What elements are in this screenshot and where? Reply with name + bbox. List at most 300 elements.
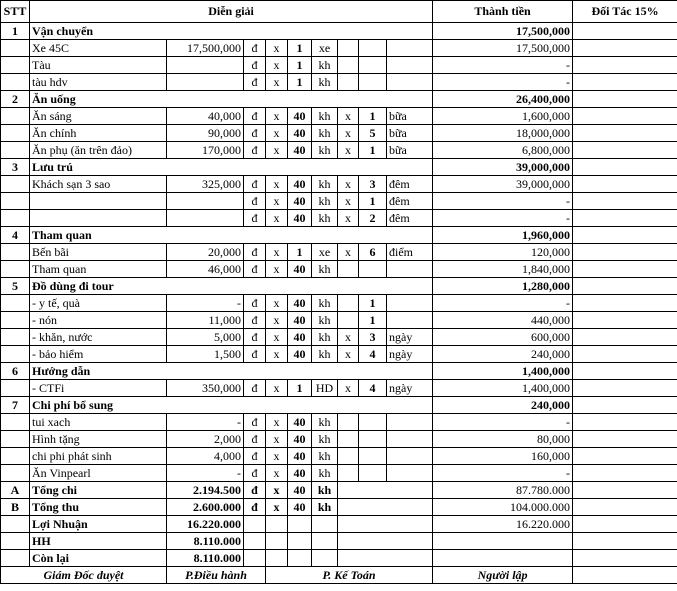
item-unit-price: 4,000 [167,448,244,465]
item-unit-2 [387,431,433,448]
item-unit-2: bữa [387,142,433,159]
partner-cell [573,363,677,380]
item-name: - bảo hiểm [30,346,167,363]
section-number: 1 [1,23,30,40]
item-name [30,210,167,227]
item-quantity: 40 [288,176,312,193]
item-currency: đ [244,380,266,397]
item-amount: 80,000 [433,431,573,448]
summary-row [1,533,677,550]
item-quantity: 40 [288,346,312,363]
item-currency: đ [244,57,266,74]
item-times-sign: x [266,346,288,363]
item-unit-2 [387,261,433,278]
summary-amount: 87.780.000 [433,482,573,499]
item-multiplier: 3 [359,329,387,346]
item-currency: đ [244,346,266,363]
summary-times-sign: x [266,499,288,516]
partner-cell [573,346,677,363]
item-quantity: 40 [288,414,312,431]
item-row [1,295,677,312]
summary-amount [433,533,573,550]
item-times-sign: x [266,431,288,448]
section-total: 1,960,000 [433,227,573,244]
item-row [1,57,677,74]
item-amount: 18,000,000 [433,125,573,142]
summary-quantity [288,550,312,567]
item-unit: kh [312,193,338,210]
item-times-sign-2: x [338,380,359,397]
partner-cell [573,329,677,346]
item-times-sign: x [266,261,288,278]
section-title: Ăn uống [30,91,433,108]
item-times-sign-2: x [338,210,359,227]
item-amount: 1,400,000 [433,380,573,397]
item-currency: đ [244,74,266,91]
signature-preparer: Người lập [433,567,573,584]
item-row [1,244,677,261]
summary-label: B [1,499,30,516]
item-name: - khăn, nước [30,329,167,346]
item-row [1,448,677,465]
item-unit-price [167,210,244,227]
summary-amount [433,550,573,567]
item-multiplier: 5 [359,125,387,142]
item-unit: kh [312,329,338,346]
item-quantity: 1 [288,380,312,397]
section-total: 17,500,000 [433,23,573,40]
stt-cell [1,142,30,159]
partner-cell [573,227,677,244]
item-currency: đ [244,193,266,210]
summary-name: Tổng thu [30,499,167,516]
item-quantity: 40 [288,312,312,329]
summary-spacer [338,516,433,533]
item-unit-2: ngày [387,346,433,363]
item-currency: đ [244,244,266,261]
section-total: 1,280,000 [433,278,573,295]
item-unit-price: 325,000 [167,176,244,193]
item-quantity: 1 [288,74,312,91]
item-times-sign: x [266,380,288,397]
item-multiplier [359,74,387,91]
section-title: Hướng dẫn [30,363,433,380]
summary-unit: kh [312,482,338,499]
item-times-sign: x [266,312,288,329]
header-row [1,1,677,23]
stt-cell [1,40,30,57]
item-name: tàu hdv [30,74,167,91]
stt-cell [1,295,30,312]
partner-cell [573,142,677,159]
item-unit-price [167,193,244,210]
stt-cell [1,108,30,125]
item-unit-price: 11,000 [167,312,244,329]
item-unit-2 [387,414,433,431]
item-multiplier: 4 [359,380,387,397]
header-stt: STT [1,1,30,23]
item-times-sign-2 [338,431,359,448]
item-currency: đ [244,176,266,193]
item-multiplier: 1 [359,312,387,329]
partner-cell [573,431,677,448]
summary-row [1,516,677,533]
item-amount: 600,000 [433,329,573,346]
item-row [1,431,677,448]
item-quantity: 40 [288,261,312,278]
item-row [1,193,677,210]
stt-cell [1,57,30,74]
item-multiplier: 1 [359,108,387,125]
item-times-sign-2 [338,40,359,57]
item-currency: đ [244,295,266,312]
item-times-sign-2: x [338,346,359,363]
item-multiplier [359,414,387,431]
item-name: Tham quan [30,261,167,278]
section-number: 7 [1,397,30,414]
item-amount: 6,800,000 [433,142,573,159]
item-quantity: 40 [288,125,312,142]
item-row [1,312,677,329]
item-unit-2: ngày [387,329,433,346]
item-multiplier [359,448,387,465]
item-name: Ăn phụ (ăn trên đảo) [30,142,167,159]
item-unit-2 [387,295,433,312]
item-unit-price: 17,500,000 [167,40,244,57]
summary-label: A [1,482,30,499]
summary-value: 8.110.000 [167,550,244,567]
item-currency: đ [244,431,266,448]
section-number: 5 [1,278,30,295]
stt-cell [1,448,30,465]
item-amount: 440,000 [433,312,573,329]
item-currency: đ [244,414,266,431]
partner-cell [573,516,677,533]
item-quantity: 40 [288,329,312,346]
stt-cell [1,261,30,278]
item-quantity: 40 [288,108,312,125]
partner-cell [573,125,677,142]
item-unit-2 [387,57,433,74]
item-quantity: 40 [288,142,312,159]
item-multiplier [359,261,387,278]
section-number: 2 [1,91,30,108]
partner-cell [573,23,677,40]
item-row [1,142,677,159]
item-times-sign-2 [338,465,359,482]
item-unit: xe [312,244,338,261]
item-unit-2 [387,465,433,482]
item-times-sign-2 [338,414,359,431]
summary-row [1,499,677,516]
item-quantity: 40 [288,465,312,482]
item-amount: 120,000 [433,244,573,261]
summary-spacer [338,482,433,499]
stt-cell [1,312,30,329]
summary-currency [244,550,266,567]
partner-cell [573,159,677,176]
item-amount: - [433,193,573,210]
signature-row [1,567,677,584]
summary-name: Lợi Nhuận [30,516,167,533]
section-row [1,278,677,295]
partner-cell [573,108,677,125]
signature-operations: P.Điều hành [167,567,266,584]
item-unit-price: 46,000 [167,261,244,278]
summary-label [1,550,30,567]
item-unit: kh [312,295,338,312]
partner-cell [573,193,677,210]
item-times-sign: x [266,448,288,465]
item-name: Tàu [30,57,167,74]
item-unit: kh [312,431,338,448]
item-unit-2: ngày [387,380,433,397]
cost-sheet-body [1,1,677,584]
stt-cell [1,210,30,227]
stt-cell [1,465,30,482]
summary-spacer [338,550,433,567]
summary-quantity: 40 [288,482,312,499]
summary-currency: đ [244,482,266,499]
item-name: tui xach [30,414,167,431]
item-currency: đ [244,40,266,57]
item-currency: đ [244,448,266,465]
item-name: chi phi phát sinh [30,448,167,465]
section-title: Đồ dùng đi tour [30,278,433,295]
item-row [1,210,677,227]
partner-cell [573,57,677,74]
item-currency: đ [244,261,266,278]
item-unit: kh [312,74,338,91]
item-multiplier [359,57,387,74]
item-quantity: 40 [288,295,312,312]
item-amount: - [433,74,573,91]
partner-cell [573,244,677,261]
item-row [1,465,677,482]
item-multiplier: 1 [359,142,387,159]
section-total: 26,400,000 [433,91,573,108]
item-multiplier: 6 [359,244,387,261]
item-unit-2: bữa [387,125,433,142]
item-times-sign-2: x [338,329,359,346]
item-unit-price: - [167,414,244,431]
item-unit-price: 350,000 [167,380,244,397]
item-unit-2 [387,312,433,329]
item-quantity: 40 [288,210,312,227]
item-times-sign: x [266,329,288,346]
partner-cell [573,261,677,278]
item-unit: kh [312,346,338,363]
item-times-sign-2 [338,448,359,465]
item-unit-price: - [167,465,244,482]
item-currency: đ [244,142,266,159]
item-amount: - [433,210,573,227]
item-amount: - [433,465,573,482]
section-title: Lưu trú [30,159,433,176]
summary-name: HH [30,533,167,550]
item-unit-2 [387,448,433,465]
item-row [1,74,677,91]
item-unit: kh [312,125,338,142]
item-row [1,40,677,57]
item-unit-price: 170,000 [167,142,244,159]
item-multiplier [359,465,387,482]
summary-value: 16.220.000 [167,516,244,533]
partner-cell [573,465,677,482]
item-quantity: 1 [288,244,312,261]
item-unit-2: bữa [387,108,433,125]
item-currency: đ [244,312,266,329]
partner-cell [573,567,677,584]
item-unit-price: 5,000 [167,329,244,346]
item-times-sign: x [266,40,288,57]
item-name: Xe 45C [30,40,167,57]
summary-label [1,516,30,533]
item-amount: 1,840,000 [433,261,573,278]
item-currency: đ [244,108,266,125]
item-times-sign-2: x [338,244,359,261]
summary-label [1,533,30,550]
item-unit: kh [312,142,338,159]
section-title: Vận chuyển [30,23,433,40]
item-times-sign: x [266,74,288,91]
item-row [1,380,677,397]
signature-accounting: P. Kế Toán [266,567,433,584]
stt-cell [1,193,30,210]
item-quantity: 1 [288,57,312,74]
item-row [1,108,677,125]
item-times-sign-2 [338,261,359,278]
item-unit-2: đêm [387,193,433,210]
item-times-sign: x [266,57,288,74]
section-number: 6 [1,363,30,380]
partner-cell [573,414,677,431]
stt-cell [1,74,30,91]
stt-cell [1,244,30,261]
section-row [1,159,677,176]
item-multiplier: 1 [359,295,387,312]
item-unit-price: 40,000 [167,108,244,125]
item-amount: 240,000 [433,346,573,363]
item-unit: kh [312,261,338,278]
partner-cell [573,499,677,516]
summary-value: 8.110.000 [167,533,244,550]
item-currency: đ [244,329,266,346]
partner-cell [573,91,677,108]
item-times-sign-2: x [338,142,359,159]
item-unit: kh [312,176,338,193]
summary-name: Còn lại [30,550,167,567]
item-times-sign: x [266,465,288,482]
stt-cell [1,176,30,193]
item-unit: HD [312,380,338,397]
summary-amount: 104.000.000 [433,499,573,516]
item-name: Ăn chính [30,125,167,142]
item-currency: đ [244,210,266,227]
item-amount: 39,000,000 [433,176,573,193]
item-amount: 160,000 [433,448,573,465]
header-description: Diễn giải [30,1,433,23]
summary-row [1,550,677,567]
item-times-sign-2 [338,312,359,329]
item-unit-price: 1,500 [167,346,244,363]
section-total: 1,400,000 [433,363,573,380]
item-amount: - [433,57,573,74]
summary-value: 2.600.000 [167,499,244,516]
item-quantity: 40 [288,448,312,465]
stt-cell [1,414,30,431]
summary-currency [244,516,266,533]
stt-cell [1,125,30,142]
signature-director: Giám Đốc duyệt [1,567,167,584]
item-times-sign: x [266,142,288,159]
summary-times-sign: x [266,482,288,499]
partner-cell [573,312,677,329]
item-times-sign-2: x [338,176,359,193]
section-total: 39,000,000 [433,159,573,176]
item-unit-price: 2,000 [167,431,244,448]
item-unit-2: đêm [387,210,433,227]
item-times-sign-2: x [338,108,359,125]
item-currency: đ [244,465,266,482]
summary-currency [244,533,266,550]
item-amount: 1,600,000 [433,108,573,125]
stt-cell [1,431,30,448]
item-unit-price [167,74,244,91]
item-multiplier: 2 [359,210,387,227]
item-unit-price: 90,000 [167,125,244,142]
summary-value: 2.194.500 [167,482,244,499]
summary-unit [312,516,338,533]
summary-spacer [338,499,433,516]
summary-name: Tổng chi [30,482,167,499]
item-multiplier: 1 [359,193,387,210]
summary-quantity: 40 [288,499,312,516]
item-row [1,261,677,278]
item-row [1,346,677,363]
item-unit: kh [312,465,338,482]
section-row [1,91,677,108]
item-unit-price [167,57,244,74]
summary-quantity [288,533,312,550]
partner-cell [573,40,677,57]
item-unit: kh [312,448,338,465]
item-unit: kh [312,108,338,125]
item-times-sign: x [266,244,288,261]
partner-cell [573,550,677,567]
partner-cell [573,533,677,550]
section-row [1,227,677,244]
item-quantity: 40 [288,431,312,448]
item-name: - y tế, quà [30,295,167,312]
item-name: - CTFi [30,380,167,397]
summary-row [1,482,677,499]
item-times-sign-2: x [338,125,359,142]
item-times-sign: x [266,295,288,312]
item-unit: kh [312,57,338,74]
item-row [1,176,677,193]
summary-quantity [288,516,312,533]
item-name: Ăn Vinpearl [30,465,167,482]
item-times-sign: x [266,108,288,125]
item-times-sign-2 [338,57,359,74]
item-quantity: 1 [288,40,312,57]
summary-spacer [338,533,433,550]
section-row [1,397,677,414]
partner-cell [573,482,677,499]
summary-unit [312,550,338,567]
summary-times-sign [266,533,288,550]
